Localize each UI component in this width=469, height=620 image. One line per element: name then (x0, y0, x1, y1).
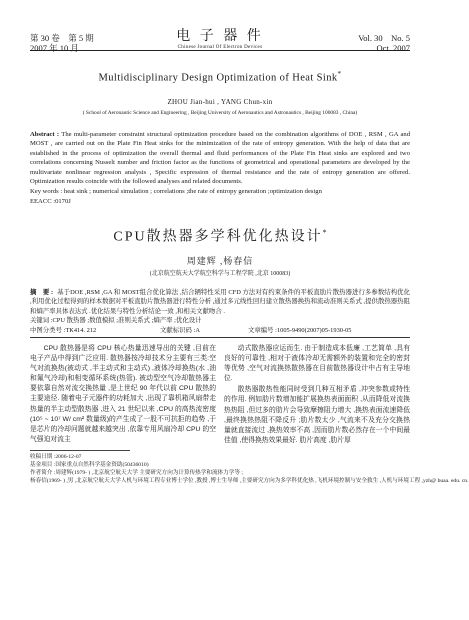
body-column-left (30, 344, 216, 446)
footnote-divider (30, 450, 130, 451)
footnote-author-2: 杨春信(1969- ) ,男 ,北京航空航天大学人机与环境工程专业博士学位 ,教授 ,博士生导师 ,主要研究方向为多学科优化热 ,飞机环境控制与安全救生 ,人机与环境工程 ,yzh@ buaa. edu. cn. (30, 477, 469, 484)
journal-name-en: Chinese Journal Of Electron Devices (177, 45, 263, 50)
volume-issue-en: Vol. 30 No. 5 (358, 33, 410, 43)
chinese-authors: 周建辉 ,杨春信 (186, 255, 254, 266)
chinese-abstract-label: 摘 要 : (30, 288, 54, 296)
chinese-keywords-label: 关键词 : (30, 317, 53, 325)
footnotes (30, 453, 469, 485)
chinese-affiliation: (北京航空航天大学航空科学与工程学院 ,北京 100083) (149, 270, 291, 277)
date-en: Oct. 2007 (376, 43, 410, 53)
chinese-title-footnote-mark: * (322, 228, 327, 238)
english-title-footnote-mark: * (337, 70, 342, 78)
volume-issue-cn: 第 30 卷 第 5 期 (30, 33, 94, 43)
date-cn: 2007 年 10 月 (30, 43, 79, 53)
english-keywords (30, 187, 410, 197)
english-affiliation: ( School of Aeronautic Science and Engineering , Beijing University of Aeronautics and Astronautics , Beijing 100083 , China) (82, 109, 358, 116)
chinese-title (30, 224, 410, 246)
chinese-keywords-text: CPU 散热器 ;数值模拟 ;准则关系式 ;熵产率 ;优化设计 (52, 317, 202, 325)
footnote-funding: 基金项目 :国家重点自然科学基金资助(50436010) (30, 461, 149, 468)
footnote-received-date: 收稿日期 :2006-12-07 (30, 453, 82, 460)
chinese-abstract (30, 288, 410, 316)
journal-header (30, 0, 410, 51)
eeacc-code: EEACC :0170J (30, 197, 71, 205)
chinese-keywords (30, 316, 410, 325)
body-paragraph: 动式散热器应运而生. 由于制造成本低廉 ,工艺简单 ,具有良好的可靠性 ,相对于液体冷却无需额外的装置和完全的密封等优势 ,空气对流换热散热器在目前散热器设计中占有主导地位. (224, 344, 410, 383)
english-abstract-label: Abstract : (30, 130, 60, 138)
english-title (30, 68, 410, 85)
body-column-right (224, 344, 410, 446)
header-center (30, 29, 410, 51)
clc-number: 中图分类号 :TK414. 212 (30, 326, 97, 334)
english-title-text: Multidisciplinary Design Optimization of Heat Sink (98, 72, 338, 84)
english-authors: ZHOU Jian-hui , YANG Chun-xin (167, 97, 273, 106)
abstract-divider (30, 337, 410, 338)
body-paragraph: CPU 散热器是将 CPU 核心热量迅速导出的关键 ,目前在电子产品中得到广泛应用. 散热器按冷却技术分主要有三类:空气对流换热(被动式 ,半主动式和主动式) ,液体冷却换热(水 ,油和氟气冷却)和相变循环系统(热管). 被动型空气冷却散热器主要依靠自然对流交换热量 ,是上世纪 90 年代以前 CPU 散热的主要途径. 随着电子元器件的功耗加大 ,出现了靠机箱风扇带走热量的半主动型散热器 ,进入 21 世纪以来 ,CPU 的高热流密度(10⁵ ~ 10⁷ W/ cm² 数量级)的产生成了一股不可抗拒的趋势 ,于是芯片的冷却问题就越来越突出 ,依靠专用风扇冷却 CPU 的空气强迫对流主 (30, 344, 216, 443)
document-code: 文献标识码 :A (160, 326, 200, 334)
chinese-title-text: CPU散热器多学科优化热设计 (113, 229, 323, 245)
english-abstract (30, 130, 410, 188)
article-number: 文章编号 :1005-9490(2007)05-1930-05 (248, 326, 352, 334)
english-keywords-text: heat sink ; numerical simulation ; correlations ;the rate of entropy generation ;optimization design (63, 188, 322, 196)
classification-row (30, 326, 410, 335)
body-paragraph: 散热器散热性能同时受到几种互相矛盾 ,冲突参数或特性的作用. 例如肋片数增加能扩展换热表面面积 ,从而降低对流换热热阻 ,但过多的肋片会导致摩擦阻力增大 ,换热表面流速降低 ,最终换热热阻不降反升 ;肋片数太少 ,气流来不及充分交换热量就直接流过 ,换热效率不高 ,因而肋片数必然存在一个中间最佳值 ,使得换热效果最好. 肋片高度 ,肋片厚 (224, 386, 410, 444)
header-right (358, 33, 410, 53)
english-keywords-label: Key words : (30, 188, 63, 196)
english-abstract-text: The multi-parameter constraint structural optimization procedure based on the combination algorithms of DOE , RSM , GA and MOST , are carried out on the Plate Fin Heat sinks for the minimization of the rate of entropy generation. With the help of data that are established in the process of optimization the overall thermal and fluid performances of the Plate Fin Heat sinks are explored and two correlations concerning Nusselt number and friction factor as the functions of geometrical and operational parameters are developed by the multivariate nonlinear regression analysis , Specific expression of thermal resistance and the rate of entropy generation are offered. Optimization results coincide with the followed analyses and related documents. (30, 130, 411, 186)
journal-name-cn: 电 子 器 件 (176, 29, 264, 44)
footnote-author-1: 作者简介 :周建辉(1979- ) ,北京航空航天大学 主要研究方向为计算传热学和流体力学等 ; (30, 469, 243, 476)
chinese-abstract-text: 基于DOE ,RSM ,GA 和 MOST组合优化算法 ,结合辆特性采用 CFD 方法对有约束条件的平板直肋片散热器进行多参数结构优化 ,利用优化过程得到的样本数据对平板直肋片散热器进行特性分析 ,通过多元线性回归建立散热器换热和流动准则关系式 ,提供散热器热阻和熵产率具体表达式 .优化结果与特性分析结论一致 ,和相关文献吻合 . (30, 288, 410, 315)
body-columns (30, 344, 410, 446)
